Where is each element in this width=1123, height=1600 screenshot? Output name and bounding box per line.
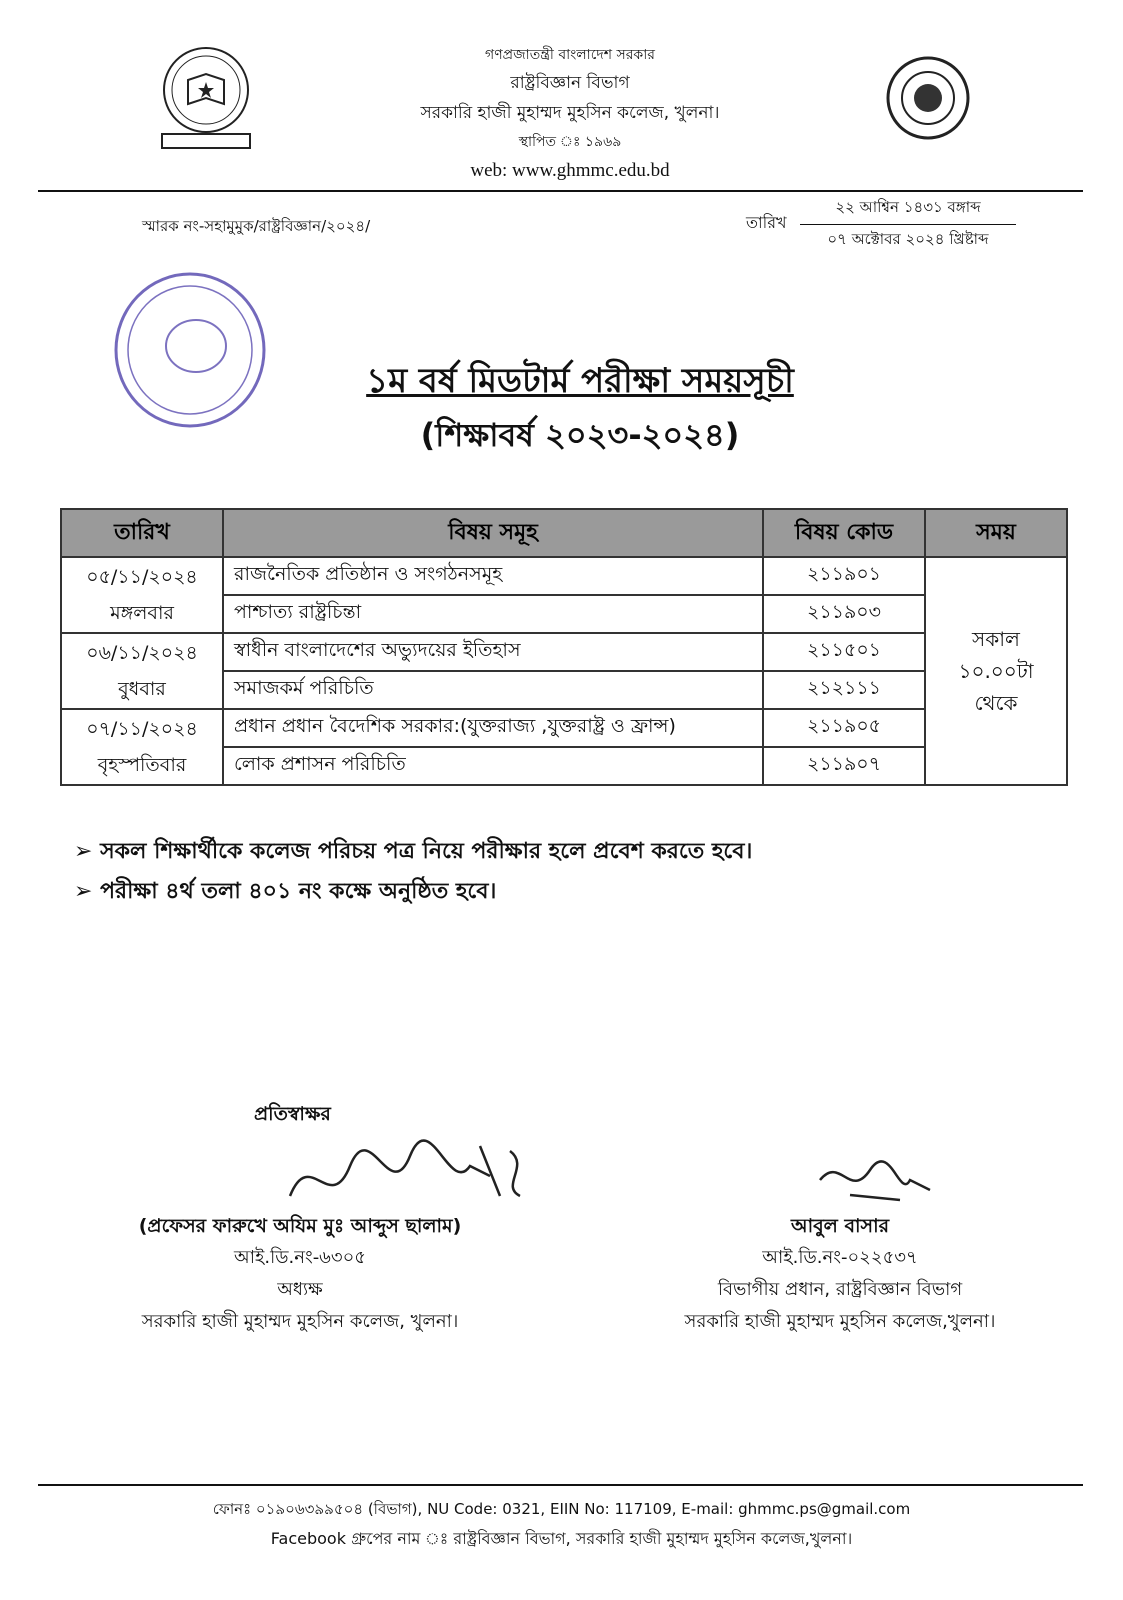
subject-cell: পাশ্চাত্য রাষ্ট্রচিন্তা: [223, 595, 763, 633]
exam-date: ০৭/১১/২০২৪: [86, 718, 198, 740]
time-cell: [925, 557, 1067, 785]
time-line-1: সকাল: [972, 627, 1020, 651]
time-line-2: ১০.০০টা: [958, 659, 1034, 683]
principal-id: আই.ডি.নং-৬৩০৫: [234, 1247, 366, 1268]
exam-date: ০৫/১১/২০২৪: [86, 566, 198, 588]
header-code: বিষয় কোড: [763, 509, 925, 557]
code-cell: ২১২১১১: [763, 671, 925, 709]
exam-weekday: মঙ্গলবার: [110, 602, 174, 624]
letterhead: [300, 42, 840, 186]
principal-role: অধ্যক্ষ: [277, 1279, 323, 1300]
academic-year: (শিক্ষাবর্ষ ২০২৩-২০২৪): [420, 416, 740, 454]
table-row: [61, 633, 1067, 671]
department-name: রাষ্ট্রবিজ্ঞান বিভাগ: [510, 73, 630, 93]
table-header-row: [61, 509, 1067, 557]
college-name: সরকারি হাজী মুহাম্মদ মুহসিন কলেজ, খুলনা।: [420, 103, 720, 123]
established-year: স্থাপিত ঃ ১৯৬৯: [518, 134, 622, 150]
footer-divider: [38, 1484, 1083, 1486]
subject-cell: লোক প্রশাসন পরিচিতি: [223, 747, 763, 785]
government-name: গণপ্রজাতন্ত্রী বাংলাদেশ সরকার: [485, 47, 655, 63]
header-subjects: বিষয় সমূহ: [223, 509, 763, 557]
header-date: তারিখ: [61, 509, 223, 557]
head-role: বিভাগীয় প্রধান, রাষ্ট্রবিজ্ঞান বিভাগ: [717, 1279, 963, 1300]
code-cell: ২১১৯০৭: [763, 747, 925, 785]
department-stamp: [112, 270, 268, 430]
subject-cell: রাজনৈতিক প্রতিষ্ঠান ও সংগঠনসমূহ: [223, 557, 763, 595]
table-row: [61, 709, 1067, 747]
code-cell: ২১১৯০৫: [763, 709, 925, 747]
table-row: [61, 557, 1067, 595]
date-bangla: ২২ আশ্বিন ১৪৩১ বঙ্গাব্দ: [800, 196, 1016, 225]
head-signature-block: [640, 1210, 1040, 1338]
footer-contact: ফোনঃ ০১৯০৬৩৯৯৫০৪ (বিভাগ), NU Code: 0321, EIIN No: 117109, E-mail: ghmmc.ps@gmail.com: [212, 1500, 911, 1518]
note-room: ➢ পরীক্ষা ৪র্থ তলা ৪০১ নং কক্ষে অনুষ্ঠিত হবে।: [74, 879, 497, 904]
subject-cell: প্রধান প্রধান বৈদেশিক সরকার:(যুক্তরাজ্য ,যুক্তরাষ্ট্র ও ফ্রান্স): [223, 709, 763, 747]
code-cell: ২১১৫০১: [763, 633, 925, 671]
college-logo: [160, 44, 252, 150]
exam-schedule-table: [60, 508, 1068, 786]
time-line-3: থেকে: [974, 691, 1018, 715]
date-gregorian: ০৭ অক্টোবর ২০২৪ খ্রিষ্টাব্দ: [827, 230, 989, 248]
website: web: www.ghmmc.edu.bd: [470, 160, 670, 181]
header-divider: [38, 190, 1083, 192]
note-id-card: ➢ সকল শিক্ষার্থীকে কলেজ পরিচয় পত্র নিয়ে পরীক্ষার হলে প্রবেশ করতে হবে।: [74, 839, 753, 864]
subject-cell: স্বাধীন বাংলাদেশের অভ্যুদয়ের ইতিহাস: [223, 633, 763, 671]
head-college: সরকারি হাজী মুহাম্মদ মুহসিন কলেজ,খুলনা।: [684, 1311, 996, 1332]
principal-name: (প্রফেসর ফারুখে অযিম মুঃ আব্দুস ছালাম): [138, 1215, 462, 1237]
schedule-title: [300, 356, 860, 464]
exam-date-cell: [61, 557, 223, 633]
exam-date-cell: [61, 633, 223, 709]
code-cell: ২১১৯০১: [763, 557, 925, 595]
code-cell: ২১১৯০৩: [763, 595, 925, 633]
head-id: আই.ডি.নং-০২২৫৩৭: [762, 1247, 918, 1268]
header-time: সময়: [925, 509, 1067, 557]
exam-weekday: বুধবার: [118, 678, 166, 700]
exam-date-cell: [61, 709, 223, 785]
date-block: [800, 196, 1016, 253]
memo-number: স্মারক নং-সহামুমুক/রাষ্ট্রবিজ্ঞান/২০২৪/: [142, 217, 371, 235]
date-label: তারিখ: [746, 213, 787, 232]
head-name: আবুল বাসার: [790, 1215, 890, 1237]
principal-college: সরকারি হাজী মুহাম্মদ মুহসিন কলেজ, খুলনা।: [141, 1311, 459, 1332]
footer-facebook: Facebook গ্রুপের নাম ঃ রাষ্ট্রবিজ্ঞান বিভাগ, সরকারি হাজী মুহাম্মদ মুহসিন কলেজ,খুলনা।: [270, 1529, 853, 1548]
exam-date: ০৬/১১/২০২৪: [86, 642, 198, 664]
subject-cell: সমাজকর্ম পরিচিতি: [223, 671, 763, 709]
title: ১ম বর্ষ মিডটার্ম পরীক্ষা সময়সূচী: [366, 361, 794, 401]
principal-signature-block: [90, 1210, 510, 1338]
government-seal: [886, 56, 970, 140]
countersign-label: প্রতিস্বাক্ষর: [254, 1103, 331, 1125]
exam-weekday: বৃহস্পতিবার: [97, 754, 187, 776]
